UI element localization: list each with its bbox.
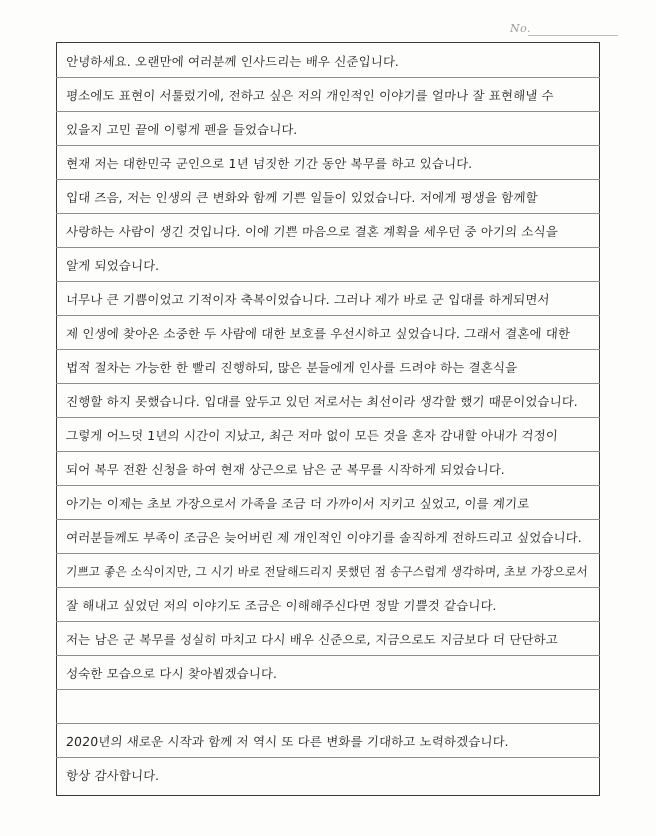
letter-line: 있을지 고민 끝에 이렇게 펜을 들었습니다. [65,122,299,137]
ruled-line [56,485,600,486]
ruled-line [56,417,600,418]
ruled-line [56,179,600,180]
letter-line: 너무나 큰 기쁨이었고 기적이자 축복이었습니다. 그러나 제가 바로 군 입대를 하게되면서 [65,292,551,307]
letter-line: 제 인생에 찾아온 소중한 두 사람에 대한 보호를 우선시하고 싶었습니다. 그래서 결혼에 대한 [65,326,571,341]
letter-line: 알게 되었습니다. [65,258,161,273]
ruled-line [56,621,600,622]
ruled-line [56,213,600,214]
letter-line: 항상 감사합니다. [65,768,161,783]
ruled-line [56,655,600,656]
letter-line: 잘 해내고 싶었던 저의 이야기도 조금은 이해해주신다면 정말 기쁠것 같습니다. [65,598,498,613]
page-number-line [528,35,618,36]
ruled-line [56,553,600,554]
letter-line: 여러분들께도 부족이 조금은 늦어버린 제 개인적인 이야기를 솔직하게 전하드리고 싶었습니다. [65,530,583,545]
letter-line: 성숙한 모습으로 다시 찾아뵙겠습니다. [65,666,278,681]
ruled-line [56,723,600,724]
ruled-line [56,111,600,112]
letter-line: 그렇게 어느덧 1년의 시간이 지났고, 최근 저마 없이 모든 것을 혼자 감내할 아내가 걱정이 [65,428,559,443]
ruled-line [56,281,600,282]
ruled-line [56,315,600,316]
letter-line: 사랑하는 사람이 생긴 것입니다. 이에 기쁜 마음으로 결혼 계획을 세우던 중 아기의 소식을 [65,224,559,239]
letter-line: 2020년의 새로운 시작과 함께 저 역시 또 다른 변화를 기대하고 노력하겠습니다. [65,734,510,749]
ruled-line [56,145,600,146]
page-number-label: No. [510,22,532,35]
letter-line: 안녕하세요. 오랜만에 여러분께 인사드리는 배우 신준입니다. [65,54,400,69]
letter-line: 평소에도 표현이 서툴렀기에, 전하고 싶은 저의 개인적인 이야기를 얼마나 잘 표현해낼 수 [65,88,555,103]
ruled-line [56,349,600,350]
letter-line: 진행할 하지 못했습니다. 입대를 앞두고 있던 저로서는 최선이라 생각할 했기 때문이었습니다. [65,394,579,409]
letter-line: 되어 복무 전환 신청을 하여 현재 상근으로 남은 군 복무를 시작하게 되었습니다. [65,462,506,477]
ruled-line [56,757,600,758]
letter-line: 저는 남은 군 복무를 성실히 마치고 다시 배우 신준으로, 지금으로도 지금보다 더 단단하고 [65,632,559,647]
ruled-line [56,587,600,588]
letter-line: 법적 절차는 가능한 한 빨리 진행하되, 많은 분들에게 인사를 드려야 하는 결혼식을 [65,360,518,375]
ruled-line [56,519,600,520]
ruled-line [56,451,600,452]
ruled-line [56,77,600,78]
ruled-line [56,247,600,248]
letter-line: 아기는 이제는 초보 가장으로서 가족을 조금 더 가까이서 지키고 싶었고, 이를 계기로 [65,496,530,511]
letter-line: 입대 즈음, 저는 인생의 큰 변화와 함께 기쁜 일들이 있었습니다. 저에게 평생을 함께할 [65,190,539,205]
ruled-line [56,689,600,690]
letter-line: 기쁘고 좋은 소식이지만, 그 시기 바로 전달해드리지 못했던 점 송구스럽게 생각하며, 초보 가장으로서 [65,564,589,579]
ruled-line [56,383,600,384]
letter-line: 현재 저는 대한민국 군인으로 1년 넘짓한 기간 동안 복무를 하고 있습니다. [65,156,474,171]
